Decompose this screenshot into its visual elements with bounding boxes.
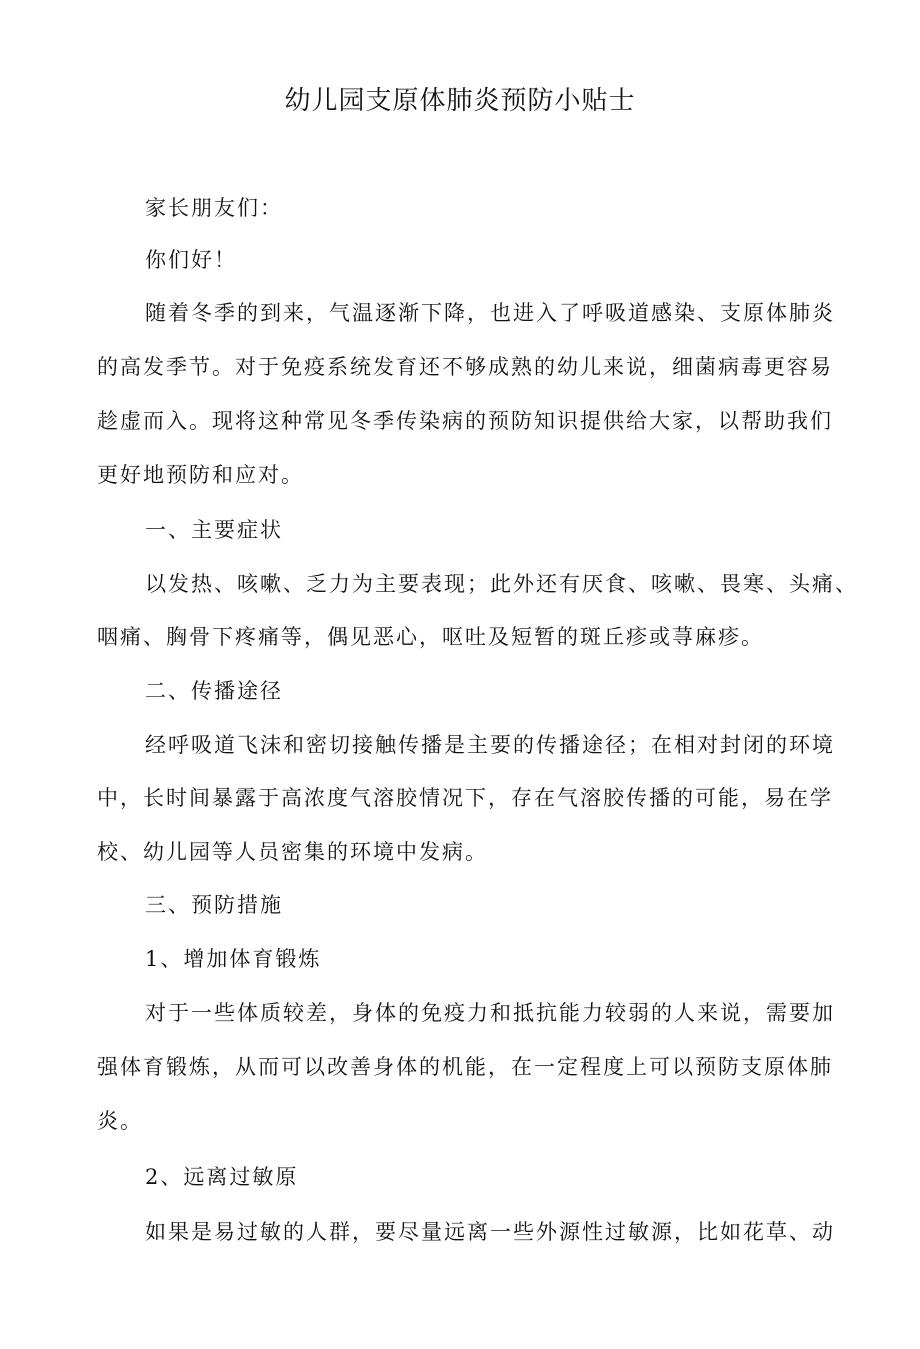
- paragraph-line: 咽痛、胸骨下疼痛等，偶见恶心，呕吐及短暂的斑丘疹或荨麻疹。: [97, 625, 764, 649]
- subheading-allergens: 2、远离过敏原: [145, 1165, 299, 1189]
- paragraph-line: 以发热、咳嗽、乏力为主要表现；此外还有厌食、咳嗽、畏寒、头痛、: [145, 572, 858, 596]
- paragraph-line: 中，长时间暴露于高浓度气溶胶情况下，存在气溶胶传播的可能，易在学: [97, 786, 833, 810]
- paragraph-line: 炎。: [97, 1109, 143, 1133]
- document-title: 幼儿园支原体肺炎预防小贴士: [284, 86, 636, 116]
- salutation-line: 你们好！: [145, 248, 237, 272]
- paragraph-line: 如果是易过敏的人群，要尽量远离一些外源性过敏源，比如花草、动: [145, 1220, 835, 1244]
- paragraph-line: 更好地预防和应对。: [97, 463, 304, 487]
- section-heading-transmission: 二、传播途径: [145, 679, 283, 703]
- subheading-exercise: 1、增加体育锻炼: [145, 947, 322, 971]
- paragraph-line: 的高发季节。对于免疫系统发育还不够成熟的幼儿来说，细菌病毒更容易: [97, 355, 833, 379]
- paragraph-line: 对于一些体质较差，身体的免疫力和抵抗能力较弱的人来说，需要加: [145, 1001, 835, 1025]
- paragraph-line: 校、幼儿园等人员密集的环境中发病。: [97, 840, 488, 864]
- paragraph-line: 经呼吸道飞沫和密切接触传播是主要的传播途径；在相对封闭的环境: [145, 733, 835, 757]
- greeting-line: 家长朋友们：: [145, 196, 283, 220]
- paragraph-line: 趁虚而入。现将这种常见冬季传染病的预防知识提供给大家，以帮助我们: [97, 409, 833, 433]
- paragraph-line: 随着冬季的到来，气温逐渐下降，也进入了呼吸道感染、支原体肺炎: [145, 301, 835, 325]
- section-heading-symptoms: 一、主要症状: [145, 518, 283, 542]
- paragraph-line: 强体育锻炼，从而可以改善身体的机能，在一定程度上可以预防支原体肺: [97, 1055, 833, 1079]
- section-heading-prevention: 三、预防措施: [145, 893, 283, 917]
